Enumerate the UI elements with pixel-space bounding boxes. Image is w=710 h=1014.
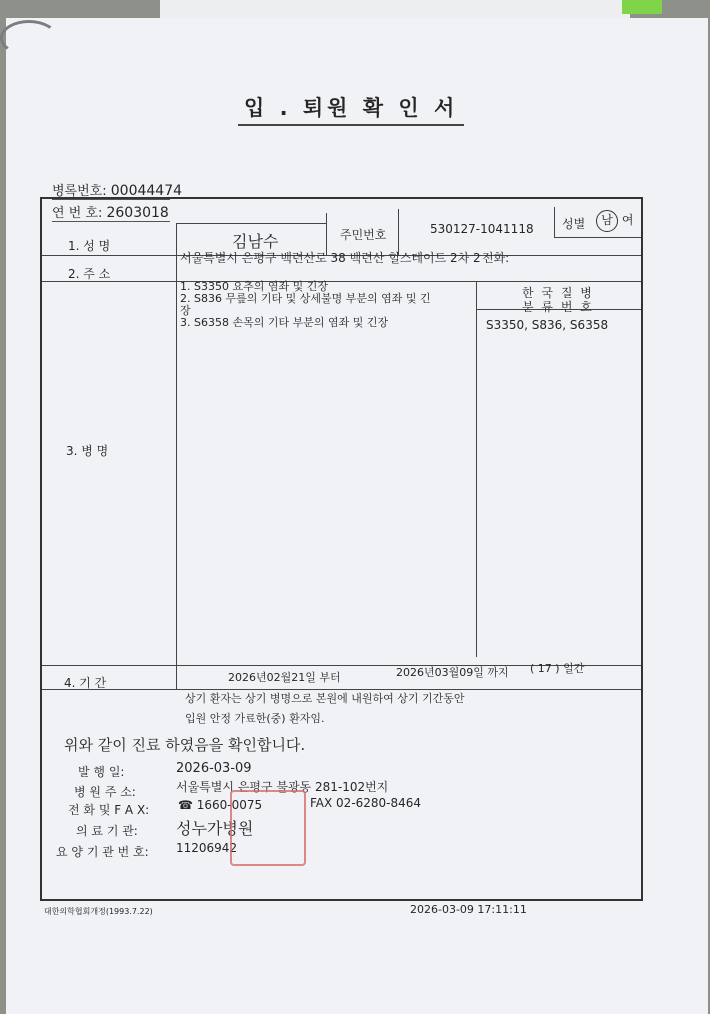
document-title: 입 . 퇴원 확 인 서: [238, 92, 464, 126]
diagnosis-item: 3. S6358 손목의 기타 부분의 염좌 및 긴장: [180, 316, 389, 329]
address: 서울특별시 은평구 백련산로 38 백련산 힐스테이트 2차 2: [180, 251, 481, 265]
association-note: 대한의학협회개정(1993.7.22): [44, 907, 153, 916]
phone-label: 전화:: [482, 251, 510, 265]
hospital-fax: FAX 02-6280-8464: [310, 796, 422, 810]
sex-field: [596, 210, 633, 232]
binder-ring: [0, 20, 58, 56]
column-divider: [554, 207, 555, 237]
diagnosis-item: 1. S3350 요추의 염좌 및 긴장: [180, 280, 328, 293]
record-number: 00044474: [110, 183, 183, 199]
kcd-label-line1: 한 국 질 병: [522, 286, 594, 300]
resident-number-label: 주민번호: [340, 228, 387, 242]
column-divider: [176, 223, 177, 689]
statement-line1: 상기 환자는 상기 병명으로 본원에 내원하여 상기 기간동안: [185, 692, 465, 705]
diagnosis-item: 2. S836 무릎의 기타 및 상세불명 부분의 염좌 및 긴: [180, 292, 431, 305]
serial-number-label: 연 번 호:: [52, 206, 103, 221]
sex-female: 여: [621, 213, 634, 227]
sex-cell-bottom: [554, 237, 641, 238]
issue-date: 2026-03-09: [176, 761, 252, 776]
kcd-codes: S3350, S836, S6358: [486, 318, 609, 332]
phone-fax-label: 전 화 및 F A X:: [68, 803, 150, 817]
period-label: 4. 기 간: [64, 676, 107, 690]
name-cell-top: [176, 223, 326, 224]
address-label: 2. 주 소: [68, 267, 111, 281]
diagnosis-item: 장: [180, 304, 191, 317]
column-divider: [476, 281, 477, 657]
institution-label: 의 료 기 관:: [76, 824, 138, 838]
diagnosis-label: 3. 병 명: [66, 444, 109, 458]
resident-number: 530127-1041118: [430, 222, 534, 236]
kcd-label-line2: 분 류 번 호: [522, 300, 594, 314]
confirmation-text: 위와 같이 진료 하였음을 확인합니다.: [64, 736, 306, 754]
statement-line2: 입원 안정 가료한(중) 환자임.: [185, 712, 325, 725]
period-days: ( 17 ) 일간: [530, 662, 585, 675]
background-object: [622, 0, 662, 14]
care-number-label: 요 양 기 관 번 호:: [56, 845, 149, 859]
hospital-phone: ☎ 1660-0075: [178, 798, 263, 812]
name-label: 1. 성 명: [68, 239, 111, 253]
sex-male-selected: 남: [596, 210, 618, 232]
patient-name: 김남수: [232, 232, 279, 251]
care-number: 11206942: [176, 841, 238, 855]
diagnosis-list: [180, 281, 431, 329]
serial-number: 2603018: [106, 205, 169, 221]
record-number-label: 병록번호:: [52, 184, 107, 199]
hospital-seal-stamp: [230, 790, 306, 866]
print-timestamp: 2026-03-09 17:11:11: [410, 903, 527, 916]
sex-label: 성별: [562, 217, 586, 231]
period-end: 2026년03월09일 까지: [396, 666, 509, 679]
issue-date-label: 발 행 일:: [78, 765, 125, 779]
period-start: 2026년02월21일 부터: [228, 671, 341, 684]
institution-name: 성누가병원: [176, 819, 254, 838]
hospital-address: 서울특별시 은평구 불광동 281-102번지: [176, 780, 389, 794]
hospital-address-label: 병 원 주 소:: [74, 785, 136, 799]
